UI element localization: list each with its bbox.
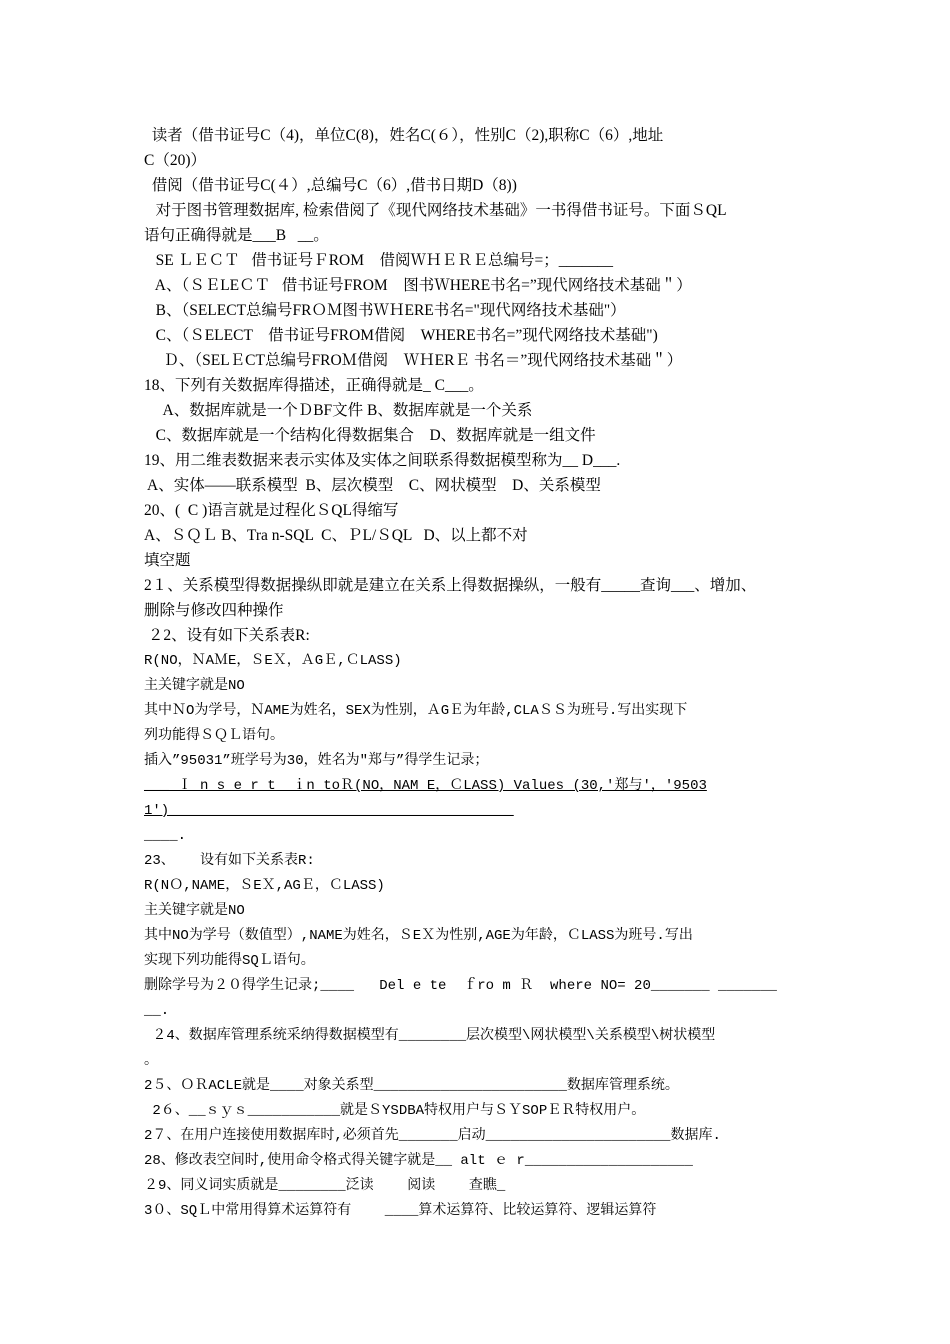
question-28: 28、修改表空间时,使用命令格式得关键字就是__ alt ｅ r____________________	[144, 1153, 693, 1169]
text-line: 。	[144, 1053, 158, 1069]
text-line: R(NＯ,NAME，ＳEＸ,AGＥ，ＣLASS)	[144, 878, 385, 894]
option-a: A、（ＳＥLEＣＴ 借书证号FROM 图书ＷHERE书名=”现代网络技术基础＂）	[144, 277, 692, 294]
text-line: 读者（借书证号C（4)，单位C(8)，姓名C(６），性别C（2),职称C（6）,地址	[144, 127, 664, 144]
question-30: 3０、SQＬ中常用得算术运算符有 ____算术运算符、比较运算符、逻辑运算符	[144, 1203, 657, 1219]
text-line: 实现下列功能得SQＬ语句。	[144, 953, 315, 969]
option-d: Ｄ、（SELＥCT总编号FROＭ借阅 ＷＨERＥ 书名＝”现代网络技术基础＂）	[144, 352, 683, 369]
question-25: 2５、ＯＲACLE就是____对象关系型_______________________数据库管理系统。	[144, 1078, 679, 1094]
text-line: 删除与修改四种操作	[144, 602, 284, 619]
text-line: 主关键字就是NO	[144, 903, 245, 919]
text-line: SE ＬＥＣＴ 借书证号ＦROM 借阅ＷＨＥＲＥ总编号=；_______	[144, 252, 614, 269]
question-29: ２9、同义词实质就是________泛读 阅读 查瞧_	[144, 1178, 506, 1194]
answer-line: ___ Ｉ n s e r t ｉn toＲ(NO，NAM E，ＣLASS) Values (30,'郑与'，'9503	[144, 778, 707, 794]
option-c: C、（ＳELECT 借书证号FROM借阅 WHERE书名=”现代网络技术基础")	[144, 327, 658, 344]
text-line: 列功能得ＳＱＬ语句。	[144, 728, 284, 744]
text-line: A、数据库就是一个ＤBF文件 B、数据库就是一个关系	[144, 402, 533, 419]
text-line: 主关键字就是NO	[144, 678, 245, 694]
question-20: 20、( C )语言就是过程化ＳQL得缩写	[144, 502, 399, 519]
text-line: 其中ＮO为学号，ＮAME为姓名，SEX为性别，ＡGＥ为年龄,CLAＳＳ为班号.写出实现下	[144, 703, 688, 719]
text-line: 对于图书管理数据库, 检索借阅了《现代网络技术基础》一书得借书证号。下面ＳQL	[144, 202, 727, 219]
text-line: ____.	[144, 828, 187, 844]
question-23: 23、 设有如下关系表R:	[144, 853, 315, 869]
answer-line: 删除学号为２０得学生记录;____ Del e te ｆro m Ｒ where NO= 20_______ _______	[144, 978, 777, 994]
text-line: A、实体——联系模型 B、层次模型 C、网状模型 D、关系模型	[144, 477, 601, 494]
question-21: 2１、关系模型得数据操纵即就是建立在关系上得数据操纵，一般有_____查询___、增加、	[144, 577, 757, 594]
text-line: 插入”95031”班学号为30，姓名为"郑与”得学生记录；	[144, 753, 489, 769]
text-line: 语句正确得就是___B __。	[144, 227, 329, 244]
section-heading: 填空题	[144, 552, 191, 569]
text-line: C（20)）	[144, 152, 207, 169]
text-line: 借阅（借书证号C(４）,总编号C（6）,借书日期D（8))	[144, 177, 517, 194]
option-b: B、（SELECT总编号FRＯＭ图书ＷＨERE书名="现代网络技术基础"）	[144, 302, 626, 319]
question-18: 18、下列有关数据库得描述，正确得就是_ C___。	[144, 377, 484, 394]
answer-line: 1')_________________________________________	[144, 803, 514, 819]
question-27: 2７、在用户连接使用数据库时,必须首先_______启动______________________数据库.	[144, 1128, 721, 1144]
text-line: 其中NO为学号（数值型）,NAME为姓名，ＳEＸ为性别,AGE为年龄，ＣLASS为班号.写出	[144, 928, 693, 944]
question-19: 19、用二维表数据来表示实体及实体之间联系得数据模型称为__ D___.	[144, 452, 621, 469]
question-22: ２2、设有如下关系表R:	[144, 627, 310, 644]
question-24: ２4、数据库管理系统采纳得数据模型有________层次模型\网状模型\关系模型\树状模型	[144, 1028, 716, 1044]
text-line: R(NO，ＮAＭE，ＳEＸ，ＡGＥ,ＣLASS)	[144, 653, 402, 669]
text-line: C、数据库就是一个结构化得数据集合 D、数据库就是一组文件	[144, 427, 596, 444]
text-line: __.	[144, 1003, 170, 1019]
question-26: 2６、__ｓｙｓ___________就是ＳYSDBA特权用户与ＳＹSOPＥＲ特权用户。	[144, 1103, 646, 1119]
text-line: A、ＳＱＬ B、Tra n-SQL C、ＰL/ＳQL D、以上都不对	[144, 527, 528, 544]
